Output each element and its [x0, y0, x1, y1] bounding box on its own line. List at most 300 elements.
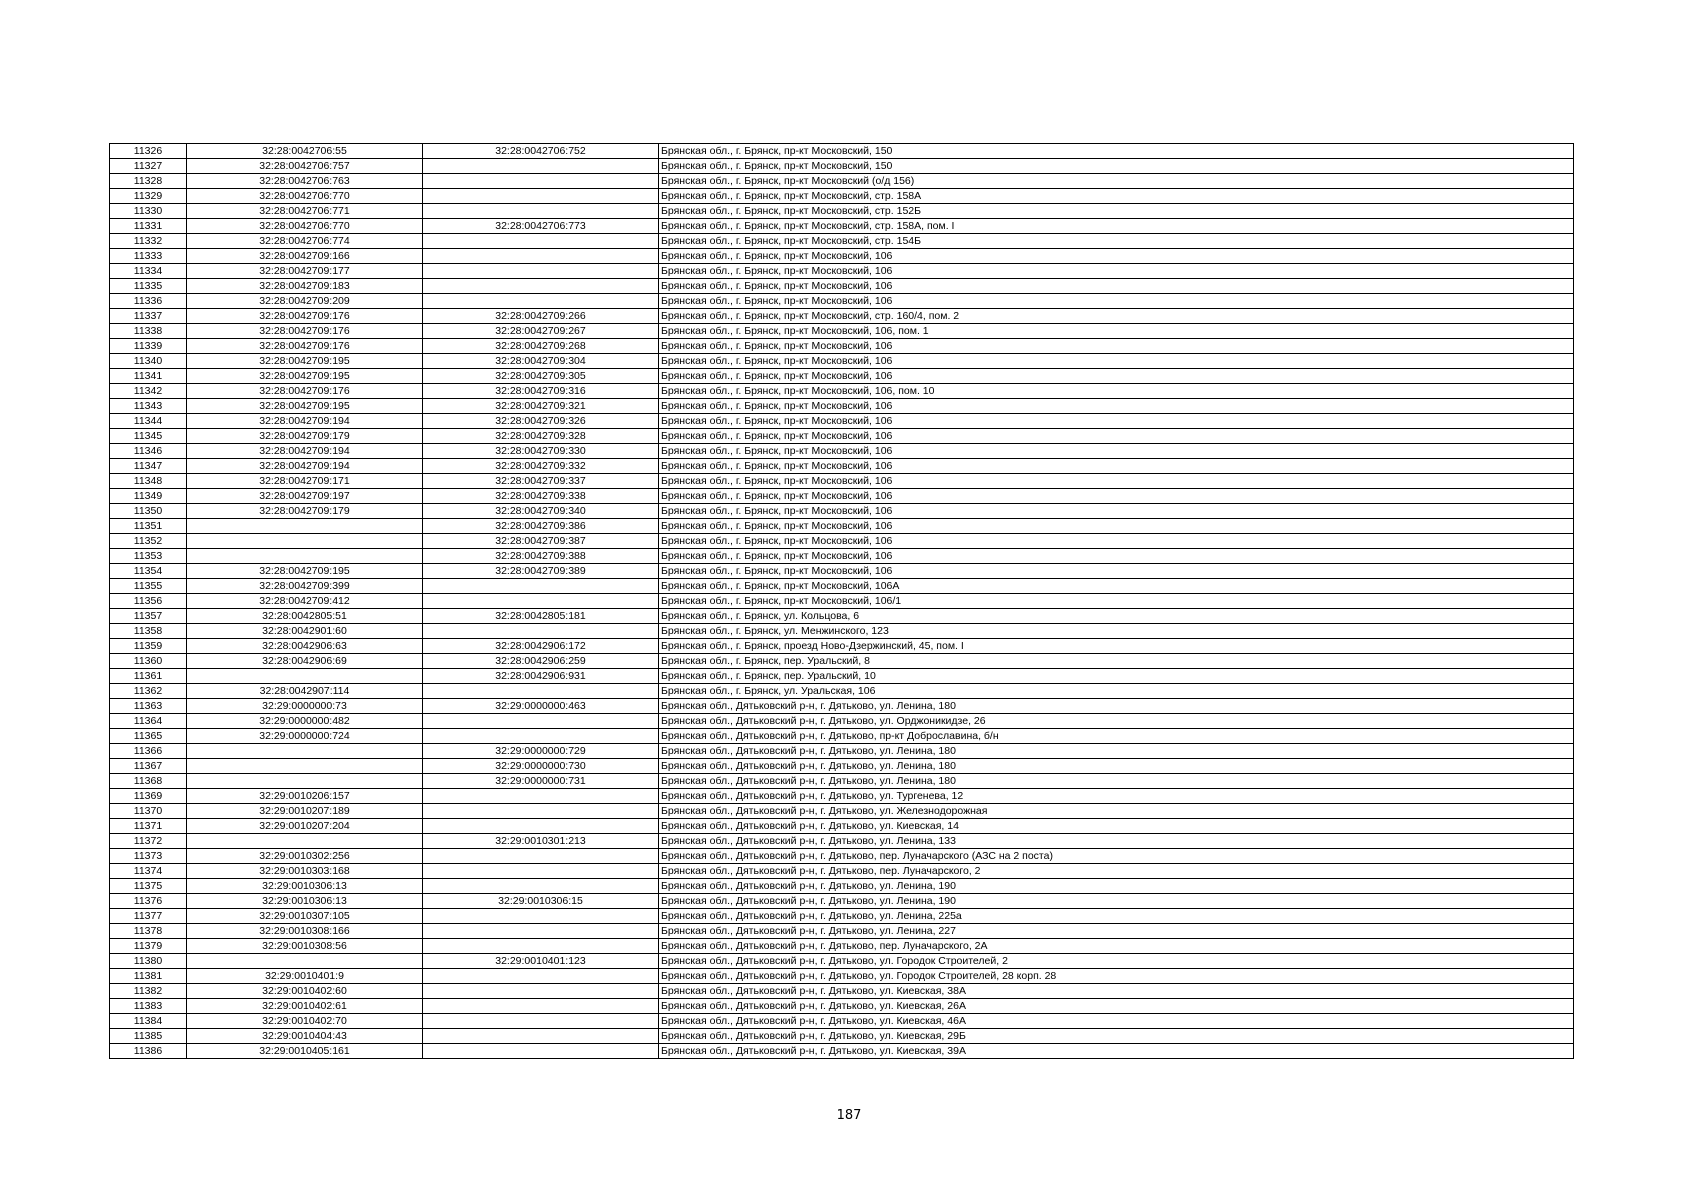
object-number-cell: 32:29:0000000:731 — [423, 774, 659, 789]
object-number-cell: 32:28:0042709:330 — [423, 444, 659, 459]
cadastral-number-cell: 32:28:0042709:176 — [187, 339, 423, 354]
table-row — [110, 489, 1574, 504]
address-cell: Брянская обл., Дятьковский р-н, г. Дятьково, ул. Ленина, 180 — [659, 759, 1574, 774]
table-row — [110, 699, 1574, 714]
address-cell: Брянская обл., г. Брянск, пер. Уральский, 8 — [659, 654, 1574, 669]
object-number-cell — [423, 999, 659, 1014]
row-number-cell: 11337 — [110, 309, 187, 324]
address-cell: Брянская обл., г. Брянск, пр-кт Московский, 106, пом. 1 — [659, 324, 1574, 339]
object-number-cell: 32:28:0042906:172 — [423, 639, 659, 654]
row-number-cell: 11368 — [110, 774, 187, 789]
cadastral-number-cell: 32:28:0042709:399 — [187, 579, 423, 594]
address-cell: Брянская обл., г. Брянск, пр-кт Московский, стр. 160/4, пом. 2 — [659, 309, 1574, 324]
object-number-cell: 32:28:0042709:316 — [423, 384, 659, 399]
address-cell: Брянская обл., г. Брянск, пр-кт Московский, 106 — [659, 339, 1574, 354]
table-row — [110, 354, 1574, 369]
table-row — [110, 1014, 1574, 1029]
address-cell: Брянская обл., Дятьковский р-н, г. Дятьково, ул. Железнодорожная — [659, 804, 1574, 819]
row-number-cell: 11327 — [110, 159, 187, 174]
row-number-cell: 11351 — [110, 519, 187, 534]
address-cell: Брянская обл., г. Брянск, пр-кт Московский, 106 — [659, 444, 1574, 459]
object-number-cell: 32:28:0042709:304 — [423, 354, 659, 369]
cadastral-number-cell: 32:29:0000000:482 — [187, 714, 423, 729]
object-number-cell — [423, 924, 659, 939]
table-row — [110, 669, 1574, 684]
object-number-cell — [423, 804, 659, 819]
object-number-cell: 32:28:0042805:181 — [423, 609, 659, 624]
object-number-cell — [423, 969, 659, 984]
address-cell: Брянская обл., Дятьковский р-н, г. Дятьково, ул. Киевская, 39А — [659, 1044, 1574, 1059]
row-number-cell: 11382 — [110, 984, 187, 999]
table-row — [110, 444, 1574, 459]
object-number-cell: 32:28:0042709:266 — [423, 309, 659, 324]
registry-table — [109, 143, 1574, 1059]
cadastral-number-cell: 32:29:0010402:61 — [187, 999, 423, 1014]
table-row — [110, 594, 1574, 609]
table-row — [110, 549, 1574, 564]
address-cell: Брянская обл., Дятьковский р-н, г. Дятьково, ул. Ленина, 190 — [659, 879, 1574, 894]
cadastral-number-cell: 32:28:0042906:69 — [187, 654, 423, 669]
row-number-cell: 11362 — [110, 684, 187, 699]
cadastral-number-cell: 32:28:0042709:166 — [187, 249, 423, 264]
object-number-cell: 32:28:0042906:259 — [423, 654, 659, 669]
row-number-cell: 11364 — [110, 714, 187, 729]
object-number-cell: 32:28:0042709:326 — [423, 414, 659, 429]
row-number-cell: 11330 — [110, 204, 187, 219]
cadastral-number-cell — [187, 834, 423, 849]
object-number-cell — [423, 939, 659, 954]
table-row — [110, 999, 1574, 1014]
object-number-cell — [423, 204, 659, 219]
cadastral-number-cell: 32:29:0010402:70 — [187, 1014, 423, 1029]
row-number-cell: 11363 — [110, 699, 187, 714]
cadastral-number-cell: 32:29:0010306:13 — [187, 879, 423, 894]
cadastral-number-cell: 32:28:0042901:60 — [187, 624, 423, 639]
page-number: 187 — [836, 1108, 862, 1123]
address-cell: Брянская обл., г. Брянск, пр-кт Московский, 106А — [659, 579, 1574, 594]
row-number-cell: 11339 — [110, 339, 187, 354]
cadastral-number-cell: 32:29:0010405:161 — [187, 1044, 423, 1059]
address-cell: Брянская обл., г. Брянск, пр-кт Московский, стр. 154Б — [659, 234, 1574, 249]
address-cell: Брянская обл., г. Брянск, пр-кт Московский, 150 — [659, 159, 1574, 174]
row-number-cell: 11329 — [110, 189, 187, 204]
object-number-cell: 32:28:0042709:386 — [423, 519, 659, 534]
cadastral-number-cell — [187, 549, 423, 564]
cadastral-number-cell: 32:29:0010207:204 — [187, 819, 423, 834]
row-number-cell: 11350 — [110, 504, 187, 519]
cadastral-number-cell: 32:28:0042709:194 — [187, 444, 423, 459]
table-row — [110, 984, 1574, 999]
row-number-cell: 11348 — [110, 474, 187, 489]
cadastral-number-cell: 32:28:0042709:177 — [187, 264, 423, 279]
row-number-cell: 11359 — [110, 639, 187, 654]
address-cell: Брянская обл., Дятьковский р-н, г. Дятьково, ул. Ленина, 133 — [659, 834, 1574, 849]
table-row — [110, 624, 1574, 639]
cadastral-number-cell: 32:28:0042706:770 — [187, 189, 423, 204]
object-number-cell: 32:28:0042709:332 — [423, 459, 659, 474]
object-number-cell: 32:28:0042709:387 — [423, 534, 659, 549]
row-number-cell: 11336 — [110, 294, 187, 309]
address-cell: Брянская обл., Дятьковский р-н, г. Дятьково, ул. Ленина, 180 — [659, 699, 1574, 714]
row-number-cell: 11372 — [110, 834, 187, 849]
cadastral-number-cell: 32:28:0042706:757 — [187, 159, 423, 174]
table-row — [110, 939, 1574, 954]
table-row — [110, 654, 1574, 669]
object-number-cell — [423, 579, 659, 594]
address-cell: Брянская обл., г. Брянск, пр-кт Московский, 106 — [659, 264, 1574, 279]
cadastral-number-cell — [187, 669, 423, 684]
row-number-cell: 11360 — [110, 654, 187, 669]
table-row — [110, 204, 1574, 219]
cadastral-number-cell: 32:28:0042709:195 — [187, 399, 423, 414]
object-number-cell: 32:28:0042709:328 — [423, 429, 659, 444]
object-number-cell: 32:29:0010401:123 — [423, 954, 659, 969]
address-cell: Брянская обл., Дятьковский р-н, г. Дятьково, ул. Киевская, 38А — [659, 984, 1574, 999]
table-row — [110, 819, 1574, 834]
address-cell: Брянская обл., Дятьковский р-н, г. Дятьково, ул. Ленина, 180 — [659, 744, 1574, 759]
table-row — [110, 174, 1574, 189]
cadastral-number-cell: 32:29:0010308:56 — [187, 939, 423, 954]
object-number-cell — [423, 879, 659, 894]
object-number-cell: 32:28:0042709:389 — [423, 564, 659, 579]
row-number-cell: 11380 — [110, 954, 187, 969]
table-row — [110, 684, 1574, 699]
table-row — [110, 909, 1574, 924]
row-number-cell: 11341 — [110, 369, 187, 384]
registry-table-body — [110, 144, 1574, 1059]
table-row — [110, 789, 1574, 804]
table-row — [110, 189, 1574, 204]
address-cell: Брянская обл., Дятьковский р-н, г. Дятьково, ул. Киевская, 26А — [659, 999, 1574, 1014]
table-row — [110, 339, 1574, 354]
object-number-cell: 32:29:0000000:463 — [423, 699, 659, 714]
cadastral-number-cell — [187, 534, 423, 549]
cadastral-number-cell: 32:29:0010307:105 — [187, 909, 423, 924]
address-cell: Брянская обл., г. Брянск, ул. Уральская, 106 — [659, 684, 1574, 699]
row-number-cell: 11377 — [110, 909, 187, 924]
table-row — [110, 324, 1574, 339]
address-cell: Брянская обл., Дятьковский р-н, г. Дятьково, ул. Городок Строителей, 2 — [659, 954, 1574, 969]
cadastral-number-cell — [187, 954, 423, 969]
table-row — [110, 234, 1574, 249]
address-cell: Брянская обл., г. Брянск, пр-кт Московский, 106 — [659, 564, 1574, 579]
address-cell: Брянская обл., г. Брянск, пр-кт Московский, 106 — [659, 429, 1574, 444]
address-cell: Брянская обл., г. Брянск, ул. Менжинского, 123 — [659, 624, 1574, 639]
address-cell: Брянская обл., г. Брянск, пр-кт Московский, стр. 158А — [659, 189, 1574, 204]
cadastral-number-cell: 32:28:0042709:194 — [187, 459, 423, 474]
cadastral-number-cell: 32:28:0042706:771 — [187, 204, 423, 219]
address-cell: Брянская обл., г. Брянск, пр-кт Московский, 106, пом. 10 — [659, 384, 1574, 399]
cadastral-number-cell — [187, 519, 423, 534]
row-number-cell: 11331 — [110, 219, 187, 234]
row-number-cell: 11328 — [110, 174, 187, 189]
object-number-cell — [423, 1044, 659, 1059]
address-cell: Брянская обл., г. Брянск, пр-кт Московский, 106 — [659, 534, 1574, 549]
cadastral-number-cell: 32:28:0042706:774 — [187, 234, 423, 249]
cadastral-number-cell: 32:28:0042709:195 — [187, 564, 423, 579]
row-number-cell: 11376 — [110, 894, 187, 909]
table-row — [110, 714, 1574, 729]
cadastral-number-cell: 32:28:0042706:770 — [187, 219, 423, 234]
row-number-cell: 11383 — [110, 999, 187, 1014]
address-cell: Брянская обл., г. Брянск, пр-кт Московский, 106 — [659, 489, 1574, 504]
address-cell: Брянская обл., Дятьковский р-н, г. Дятьково, ул. Ленина, 190 — [659, 894, 1574, 909]
cadastral-number-cell: 32:28:0042706:55 — [187, 144, 423, 159]
table-row — [110, 579, 1574, 594]
table-row — [110, 1044, 1574, 1059]
row-number-cell: 11343 — [110, 399, 187, 414]
table-row — [110, 729, 1574, 744]
object-number-cell — [423, 684, 659, 699]
cadastral-number-cell: 32:29:0000000:724 — [187, 729, 423, 744]
object-number-cell: 32:28:0042709:337 — [423, 474, 659, 489]
row-number-cell: 11384 — [110, 1014, 187, 1029]
object-number-cell: 32:29:0000000:730 — [423, 759, 659, 774]
row-number-cell: 11326 — [110, 144, 187, 159]
cadastral-number-cell: 32:28:0042907:114 — [187, 684, 423, 699]
table-row — [110, 924, 1574, 939]
cadastral-number-cell: 32:28:0042709:176 — [187, 309, 423, 324]
object-number-cell — [423, 189, 659, 204]
cadastral-number-cell: 32:28:0042709:176 — [187, 324, 423, 339]
table-row — [110, 519, 1574, 534]
cadastral-number-cell: 32:29:0010207:189 — [187, 804, 423, 819]
table-row — [110, 849, 1574, 864]
address-cell: Брянская обл., г. Брянск, пр-кт Московский, 106 — [659, 519, 1574, 534]
cadastral-number-cell: 32:28:0042709:197 — [187, 489, 423, 504]
address-cell: Брянская обл., г. Брянск, пр-кт Московский, 106 — [659, 249, 1574, 264]
row-number-cell: 11386 — [110, 1044, 187, 1059]
table-row — [110, 144, 1574, 159]
row-number-cell: 11334 — [110, 264, 187, 279]
object-number-cell: 32:28:0042709:305 — [423, 369, 659, 384]
table-row — [110, 429, 1574, 444]
table-row — [110, 639, 1574, 654]
object-number-cell: 32:28:0042709:338 — [423, 489, 659, 504]
table-row — [110, 249, 1574, 264]
cadastral-number-cell: 32:29:0010306:13 — [187, 894, 423, 909]
table-row — [110, 759, 1574, 774]
table-row — [110, 414, 1574, 429]
object-number-cell — [423, 234, 659, 249]
table-row — [110, 219, 1574, 234]
address-cell: Брянская обл., г. Брянск, пр-кт Московский, 106/1 — [659, 594, 1574, 609]
row-number-cell: 11354 — [110, 564, 187, 579]
object-number-cell — [423, 729, 659, 744]
row-number-cell: 11357 — [110, 609, 187, 624]
table-row — [110, 834, 1574, 849]
row-number-cell: 11353 — [110, 549, 187, 564]
object-number-cell — [423, 1014, 659, 1029]
cadastral-number-cell: 32:28:0042709:194 — [187, 414, 423, 429]
address-cell: Брянская обл., г. Брянск, проезд Ново-Дзержинский, 45, пом. I — [659, 639, 1574, 654]
object-number-cell — [423, 594, 659, 609]
object-number-cell: 32:28:0042709:267 — [423, 324, 659, 339]
object-number-cell: 32:29:0000000:729 — [423, 744, 659, 759]
table-row — [110, 279, 1574, 294]
address-cell: Брянская обл., г. Брянск, пр-кт Московский, 106 — [659, 369, 1574, 384]
table-row — [110, 774, 1574, 789]
object-number-cell — [423, 984, 659, 999]
address-cell: Брянская обл., г. Брянск, пр-кт Московский, стр. 158А, пом. I — [659, 219, 1574, 234]
address-cell: Брянская обл., г. Брянск, пр-кт Московский, 106 — [659, 354, 1574, 369]
object-number-cell — [423, 249, 659, 264]
row-number-cell: 11370 — [110, 804, 187, 819]
cadastral-number-cell: 32:28:0042709:183 — [187, 279, 423, 294]
cadastral-number-cell — [187, 774, 423, 789]
row-number-cell: 11340 — [110, 354, 187, 369]
cadastral-number-cell — [187, 759, 423, 774]
row-number-cell: 11355 — [110, 579, 187, 594]
table-row — [110, 459, 1574, 474]
address-cell: Брянская обл., Дятьковский р-н, г. Дятьково, пер. Луначарского, 2 — [659, 864, 1574, 879]
address-cell: Брянская обл., г. Брянск, пр-кт Московский, 106 — [659, 459, 1574, 474]
cadastral-number-cell: 32:28:0042709:195 — [187, 354, 423, 369]
object-number-cell: 32:28:0042709:321 — [423, 399, 659, 414]
object-number-cell: 32:28:0042709:340 — [423, 504, 659, 519]
table-row — [110, 309, 1574, 324]
cadastral-number-cell: 32:28:0042805:51 — [187, 609, 423, 624]
cadastral-number-cell: 32:29:0010401:9 — [187, 969, 423, 984]
object-number-cell: 32:28:0042906:931 — [423, 669, 659, 684]
table-row — [110, 609, 1574, 624]
row-number-cell: 11385 — [110, 1029, 187, 1044]
address-cell: Брянская обл., Дятьковский р-н, г. Дятьково, ул. Ленина, 227 — [659, 924, 1574, 939]
table-row — [110, 894, 1574, 909]
table-row — [110, 294, 1574, 309]
row-number-cell: 11367 — [110, 759, 187, 774]
cadastral-number-cell: 32:28:0042709:412 — [187, 594, 423, 609]
row-number-cell: 11352 — [110, 534, 187, 549]
row-number-cell: 11374 — [110, 864, 187, 879]
address-cell: Брянская обл., Дятьковский р-н, г. Дятьково, ул. Городок Строителей, 28 корп. 28 — [659, 969, 1574, 984]
row-number-cell: 11365 — [110, 729, 187, 744]
row-number-cell: 11379 — [110, 939, 187, 954]
address-cell: Брянская обл., Дятьковский р-н, г. Дятьково, ул. Киевская, 29Б — [659, 1029, 1574, 1044]
object-number-cell — [423, 294, 659, 309]
address-cell: Брянская обл., Дятьковский р-н, г. Дятьково, ул. Киевская, 14 — [659, 819, 1574, 834]
cadastral-number-cell: 32:28:0042709:171 — [187, 474, 423, 489]
object-number-cell — [423, 789, 659, 804]
cadastral-number-cell: 32:29:0010303:168 — [187, 864, 423, 879]
table-row — [110, 159, 1574, 174]
object-number-cell: 32:29:0010301:213 — [423, 834, 659, 849]
address-cell: Брянская обл., г. Брянск, пр-кт Московский (о/д 156) — [659, 174, 1574, 189]
cadastral-number-cell: 32:29:0010402:60 — [187, 984, 423, 999]
object-number-cell: 32:29:0010306:15 — [423, 894, 659, 909]
row-number-cell: 11373 — [110, 849, 187, 864]
table-row — [110, 264, 1574, 279]
cadastral-number-cell: 32:28:0042709:179 — [187, 429, 423, 444]
table-row — [110, 369, 1574, 384]
object-number-cell — [423, 849, 659, 864]
address-cell: Брянская обл., г. Брянск, ул. Кольцова, 6 — [659, 609, 1574, 624]
address-cell: Брянская обл., Дятьковский р-н, г. Дятьково, ул. Ленина, 225а — [659, 909, 1574, 924]
row-number-cell: 11335 — [110, 279, 187, 294]
cadastral-number-cell: 32:29:0010404:43 — [187, 1029, 423, 1044]
address-cell: Брянская обл., г. Брянск, пр-кт Московский, 106 — [659, 294, 1574, 309]
cadastral-number-cell: 32:28:0042906:63 — [187, 639, 423, 654]
cadastral-number-cell: 32:28:0042709:195 — [187, 369, 423, 384]
object-number-cell — [423, 864, 659, 879]
row-number-cell: 11371 — [110, 819, 187, 834]
object-number-cell: 32:28:0042709:268 — [423, 339, 659, 354]
row-number-cell: 11344 — [110, 414, 187, 429]
object-number-cell: 32:28:0042706:752 — [423, 144, 659, 159]
cadastral-number-cell: 32:29:0010206:157 — [187, 789, 423, 804]
row-number-cell: 11349 — [110, 489, 187, 504]
object-number-cell — [423, 714, 659, 729]
row-number-cell: 11345 — [110, 429, 187, 444]
object-number-cell — [423, 624, 659, 639]
table-row — [110, 864, 1574, 879]
address-cell: Брянская обл., Дятьковский р-н, г. Дятьково, пер. Луначарского (АЗС на 2 поста) — [659, 849, 1574, 864]
address-cell: Брянская обл., г. Брянск, пр-кт Московский, 150 — [659, 144, 1574, 159]
cadastral-number-cell: 32:29:0010302:256 — [187, 849, 423, 864]
address-cell: Брянская обл., Дятьковский р-н, г. Дятьково, ул. Тургенева, 12 — [659, 789, 1574, 804]
address-cell: Брянская обл., Дятьковский р-н, г. Дятьково, ул. Орджоникидзе, 26 — [659, 714, 1574, 729]
cadastral-number-cell: 32:28:0042709:209 — [187, 294, 423, 309]
table-row — [110, 384, 1574, 399]
table-row — [110, 564, 1574, 579]
row-number-cell: 11333 — [110, 249, 187, 264]
cadastral-number-cell: 32:28:0042709:176 — [187, 384, 423, 399]
object-number-cell — [423, 909, 659, 924]
address-cell: Брянская обл., Дятьковский р-н, г. Дятьково, ул. Киевская, 46А — [659, 1014, 1574, 1029]
row-number-cell: 11338 — [110, 324, 187, 339]
address-cell: Брянская обл., Дятьковский р-н, г. Дятьково, ул. Ленина, 180 — [659, 774, 1574, 789]
row-number-cell: 11369 — [110, 789, 187, 804]
row-number-cell: 11375 — [110, 879, 187, 894]
table-row — [110, 474, 1574, 489]
object-number-cell — [423, 174, 659, 189]
cadastral-number-cell: 32:29:0010308:166 — [187, 924, 423, 939]
row-number-cell: 11366 — [110, 744, 187, 759]
address-cell: Брянская обл., Дятьковский р-н, г. Дятьково, пер. Луначарского, 2А — [659, 939, 1574, 954]
object-number-cell: 32:28:0042706:773 — [423, 219, 659, 234]
cadastral-number-cell: 32:28:0042709:179 — [187, 504, 423, 519]
address-cell: Брянская обл., г. Брянск, пр-кт Московский, 106 — [659, 399, 1574, 414]
cadastral-number-cell: 32:28:0042706:763 — [187, 174, 423, 189]
row-number-cell: 11378 — [110, 924, 187, 939]
address-cell: Брянская обл., г. Брянск, пр-кт Московский, 106 — [659, 504, 1574, 519]
table-row — [110, 804, 1574, 819]
address-cell: Брянская обл., Дятьковский р-н, г. Дятьково, пр-кт Доброславина, б/н — [659, 729, 1574, 744]
row-number-cell: 11347 — [110, 459, 187, 474]
table-row — [110, 504, 1574, 519]
object-number-cell — [423, 1029, 659, 1044]
address-cell: Брянская обл., г. Брянск, пр-кт Московский, 106 — [659, 549, 1574, 564]
row-number-cell: 11358 — [110, 624, 187, 639]
object-number-cell — [423, 264, 659, 279]
address-cell: Брянская обл., г. Брянск, пр-кт Московский, стр. 152Б — [659, 204, 1574, 219]
row-number-cell: 11361 — [110, 669, 187, 684]
address-cell: Брянская обл., г. Брянск, пр-кт Московский, 106 — [659, 279, 1574, 294]
object-number-cell: 32:28:0042709:388 — [423, 549, 659, 564]
address-cell: Брянская обл., г. Брянск, пр-кт Московский, 106 — [659, 474, 1574, 489]
table-row — [110, 399, 1574, 414]
row-number-cell: 11381 — [110, 969, 187, 984]
table-row — [110, 969, 1574, 984]
table-row — [110, 954, 1574, 969]
cadastral-number-cell: 32:29:0000000:73 — [187, 699, 423, 714]
row-number-cell: 11342 — [110, 384, 187, 399]
row-number-cell: 11356 — [110, 594, 187, 609]
object-number-cell — [423, 819, 659, 834]
table-row — [110, 879, 1574, 894]
object-number-cell — [423, 279, 659, 294]
address-cell: Брянская обл., г. Брянск, пер. Уральский, 10 — [659, 669, 1574, 684]
